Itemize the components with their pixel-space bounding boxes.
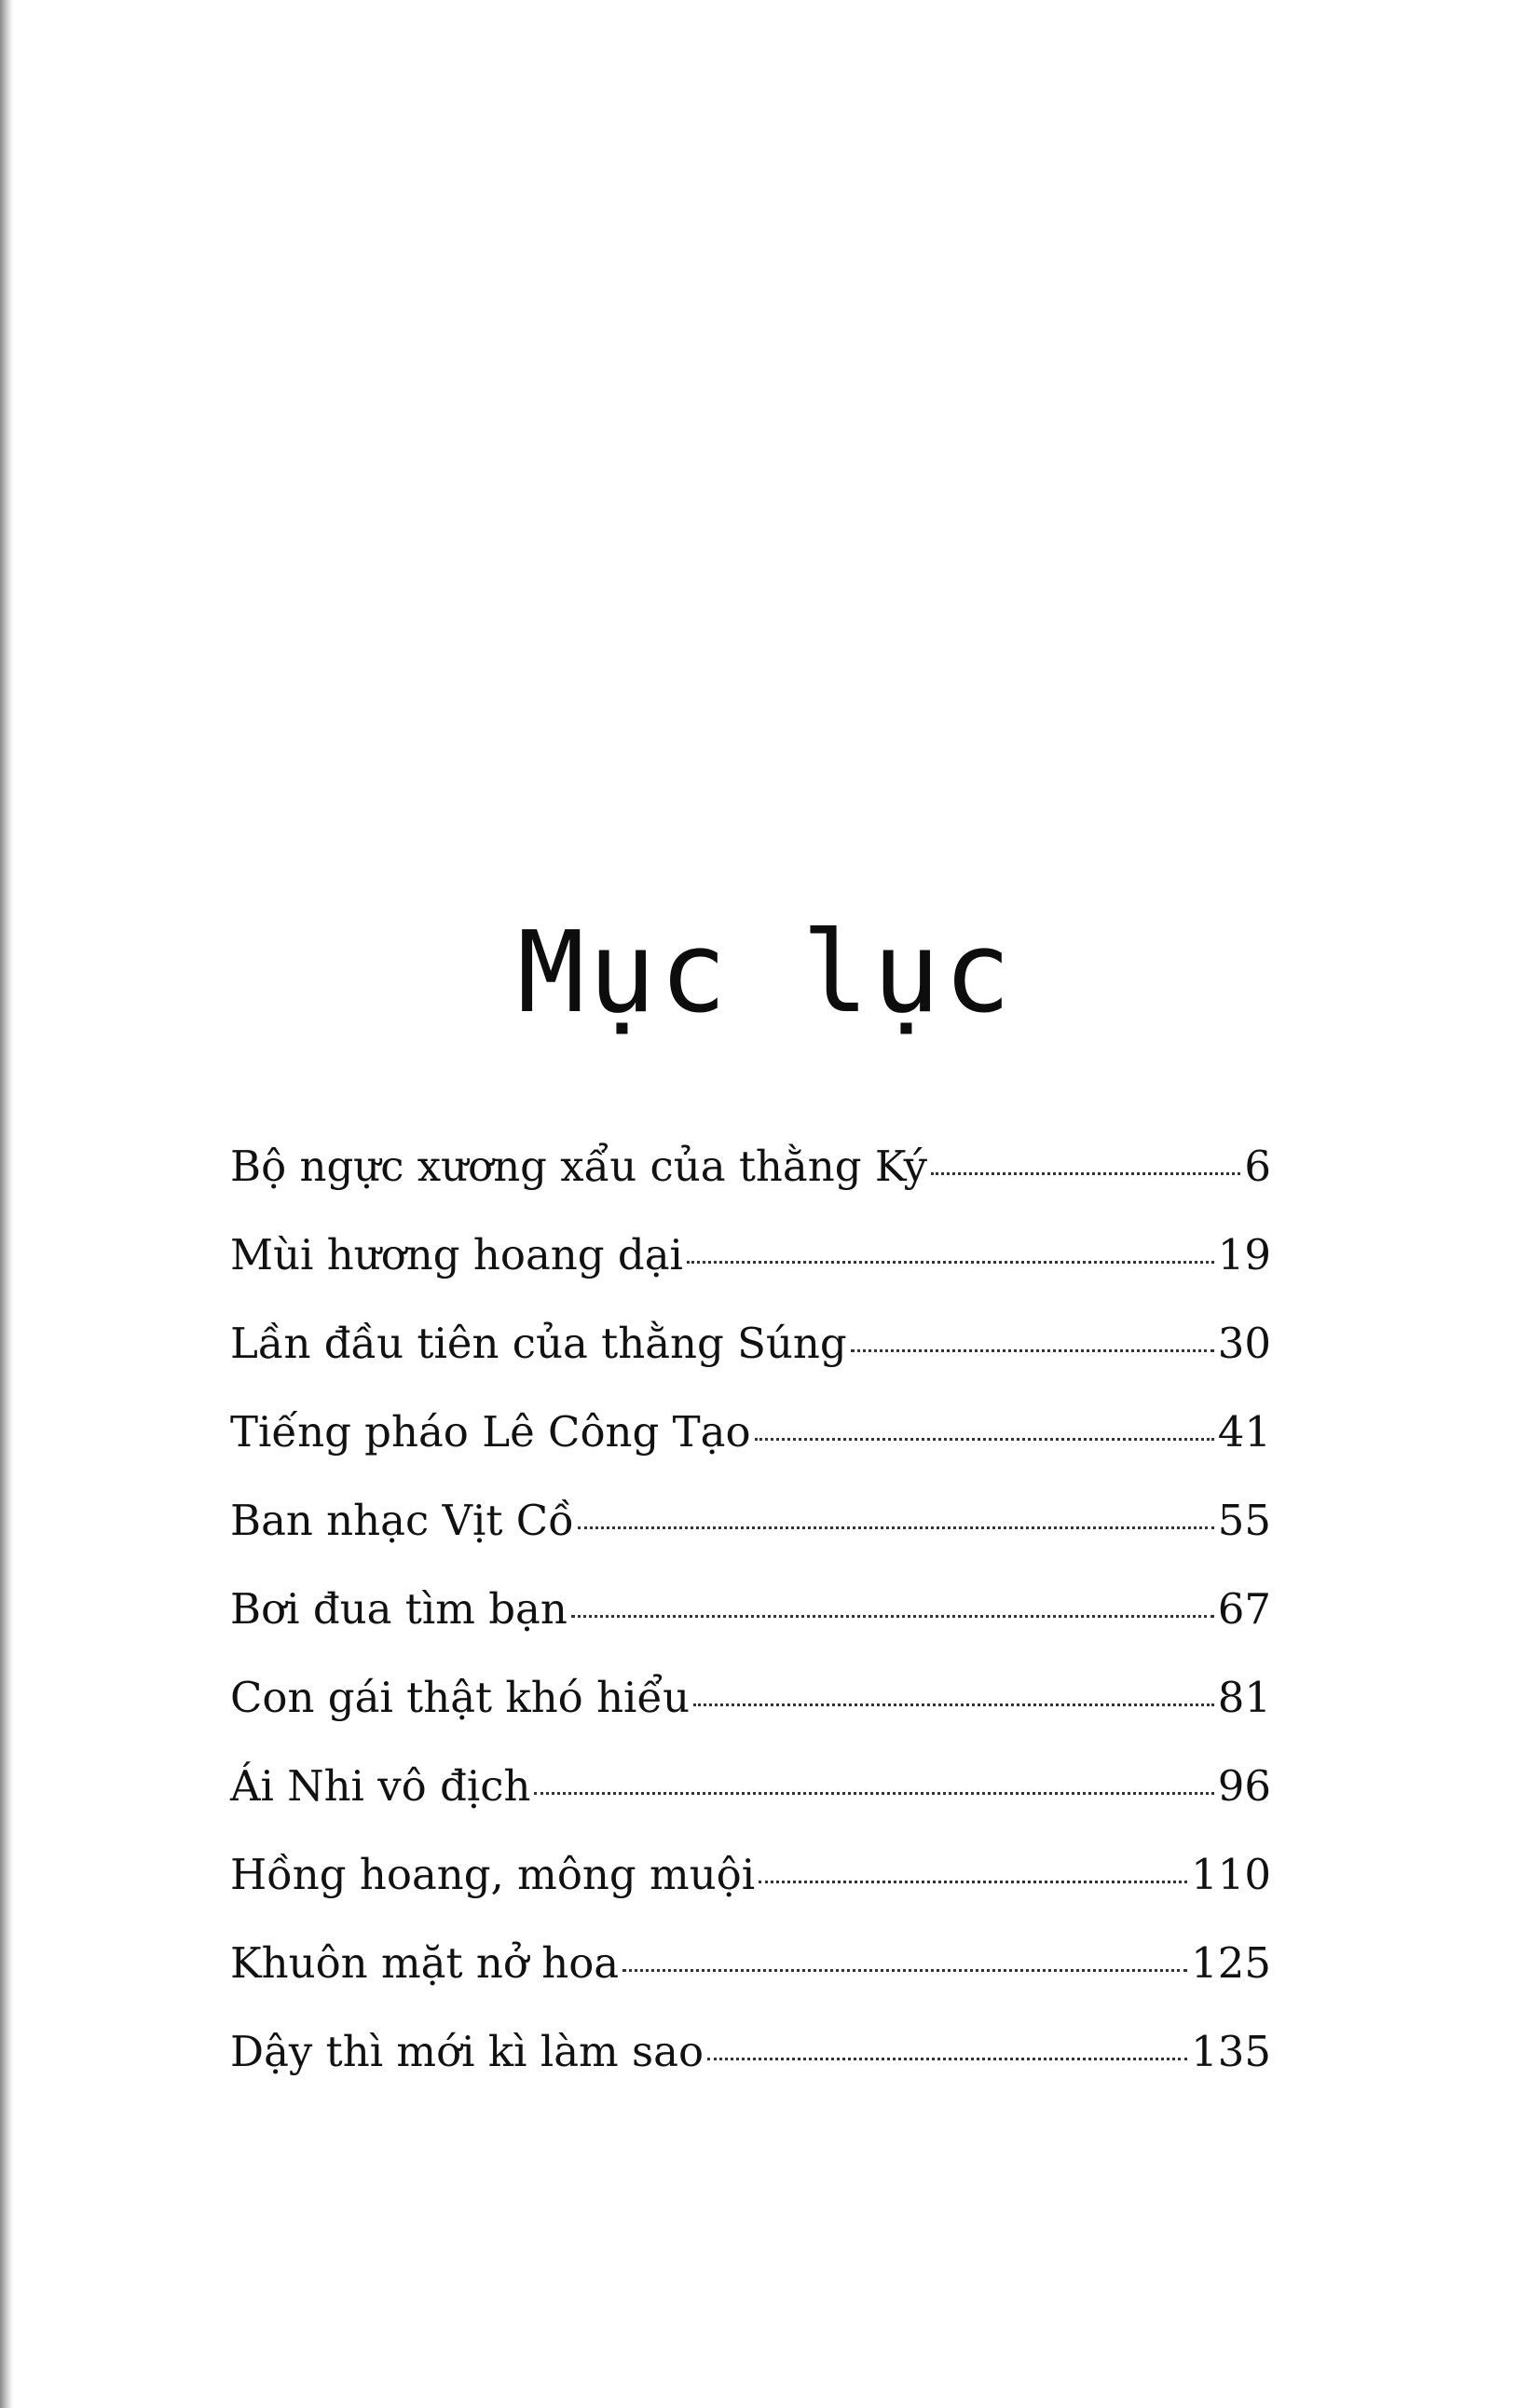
toc-entry-page: 67 [1217, 1584, 1271, 1634]
toc-entry-title: Dậy thì mới kì làm sao [230, 2027, 704, 2076]
toc-entry [230, 1938, 1271, 2027]
dot-leader [759, 1881, 1187, 1883]
toc-entry-page: 30 [1217, 1319, 1271, 1368]
toc-entry [230, 2027, 1271, 2115]
dot-leader [851, 1349, 1214, 1352]
toc-entry-title: Lần đầu tiên của thằng Súng [230, 1319, 847, 1368]
toc-entry [230, 1319, 1271, 1407]
toc-entry-title: Mùi hương hoang dại [230, 1230, 683, 1279]
dot-leader [687, 1261, 1214, 1264]
toc-entry [230, 1407, 1271, 1496]
toc-entry-page: 81 [1217, 1673, 1271, 1722]
page-title: Mục lục [517, 909, 1015, 1038]
dot-leader [534, 1792, 1213, 1795]
toc-entry-title: Con gái thật khó hiểu [230, 1673, 691, 1722]
toc-entry-page: 125 [1191, 1938, 1271, 1988]
dot-leader [578, 1526, 1214, 1529]
toc-entry-title: Bộ ngực xương xẩu của thằng Ký [230, 1142, 927, 1191]
toc-entry [230, 1850, 1271, 1938]
toc-entry-page: 6 [1244, 1142, 1271, 1191]
dot-leader [571, 1615, 1214, 1618]
toc-entry-title: Ái Nhi vô địch [230, 1761, 531, 1811]
toc-entry-page: 19 [1217, 1230, 1271, 1279]
toc-entry [230, 1584, 1271, 1673]
toc-entry-title: Tiếng pháo Lê Công Tạo [230, 1407, 751, 1457]
toc-entry [230, 1496, 1271, 1584]
page-binding-edge [0, 0, 13, 2408]
toc-entry [230, 1761, 1271, 1850]
toc-entry-title: Ban nhạc Vịt Cồ [230, 1496, 574, 1545]
dot-leader [622, 1969, 1187, 1972]
toc-entry-title: Khuôn mặt nở hoa [230, 1938, 620, 1988]
table-of-contents [230, 1142, 1271, 2115]
toc-entry-page: 96 [1217, 1761, 1271, 1811]
dot-leader [707, 2058, 1187, 2060]
dot-leader [931, 1172, 1240, 1175]
toc-entry-title: Hồng hoang, mông muội [230, 1850, 756, 1899]
toc-entry-page: 135 [1191, 2027, 1271, 2076]
toc-entry [230, 1673, 1271, 1761]
toc-entry-page: 41 [1217, 1407, 1271, 1457]
dot-leader [693, 1703, 1214, 1706]
toc-entry [230, 1230, 1271, 1319]
toc-entry-page: 110 [1191, 1850, 1271, 1899]
toc-entry [230, 1142, 1271, 1230]
dot-leader [755, 1438, 1214, 1441]
toc-entry-title: Bơi đua tìm bạn [230, 1584, 568, 1634]
toc-entry-page: 55 [1217, 1496, 1271, 1545]
